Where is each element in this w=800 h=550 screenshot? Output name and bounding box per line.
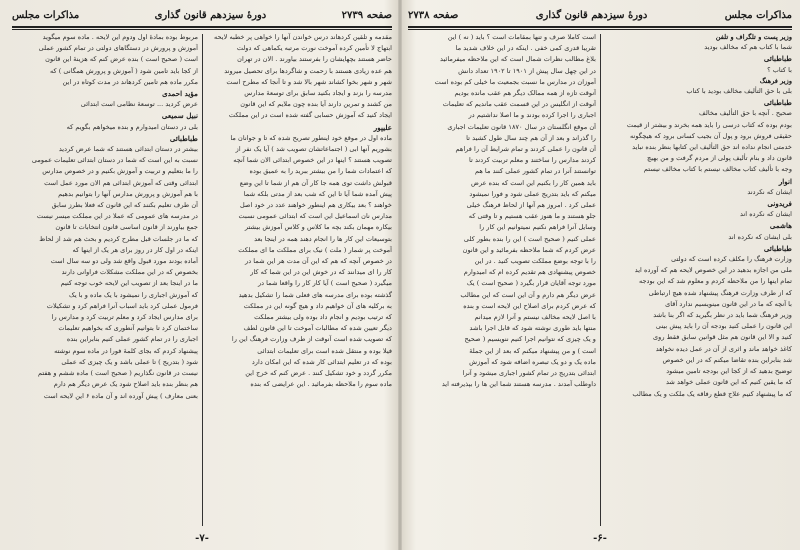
page-gutter	[398, 0, 402, 550]
transcript-line: ملی من اجازه بدهید در این خصوص لایحه هم که آورده اید	[634, 266, 792, 275]
transcript-line: هم بنظر بنده باید اصلاح شود یک عرض دیگر هم دارم	[53, 380, 198, 389]
transcript-line: گذشته بوده برای مدرسه های فعلی شما را تشکیل بدهید	[238, 290, 392, 299]
transcript-line: من کشند و تمرین دارند آیا بنده چون ملایم که این قانون	[240, 100, 392, 109]
transcript-line: کردند مدارس را ساختند و معلم تربیت کردند تا	[469, 156, 596, 165]
right-page-section: مذاکرات مجلس	[724, 9, 792, 21]
transcript-line: عرض کردم که شما ملاحظه بفرمائید و این قانون	[462, 245, 596, 254]
transcript-line: وزیر فرهنگ شما باید در نظر بگیرید که اگر بنا باشد	[653, 311, 792, 320]
transcript-line: حاضر هستند بچهایشان را بفرستند بیاورند . الان در تهران	[237, 55, 392, 64]
transcript-line: خصوص پیشنهادی هم تقدیم کرده ام که امیدوارم	[463, 268, 596, 277]
transcript-line: که ما در جلسات قبل مطرح کردیم و بحث هم شد از لحاظ	[39, 234, 198, 243]
left-page-title: دورهٔ سیزدهم قانون گذاری	[154, 9, 267, 21]
transcript-line: را ما بتعلیم و تربیت و آموزش بکنیم و در خصوص مدارس	[42, 167, 198, 176]
transcript-line: ابتدائی وقتی که آموزش ابتدائی هم الان مورد عمل است	[44, 178, 198, 187]
transcript-line: میکنم که باید بتدریج عملی شود و فورا نمیشود	[469, 189, 596, 198]
right-page-header	[408, 6, 792, 24]
transcript-line: ما در اینجا بعد از تصویب این لایحه خوب توجه کنیم	[60, 279, 198, 288]
transcript-line: کنید و الا این قانون هم مثل قوانین سابق فقط روی	[652, 333, 792, 342]
left-column-divider	[202, 34, 203, 526]
right-page	[404, 0, 796, 550]
transcript-line: عرض کردید ... توسعهٔ نظامی است ابتدائی	[80, 100, 198, 109]
transcript-line: ماده سوم را ملاحظه بفرمائید . این عرایضی که بنده	[250, 380, 392, 389]
transcript-line: از کجا باید تامین شود ( آموزش و پرورش همگانی ) که	[49, 66, 198, 75]
transcript-line: آماده بودند مورد قبول واقع شد ولی دو سه سال است	[50, 257, 198, 266]
transcript-line: برای مدارس ایجاد کرد و معلم تربیت کرد و مدارس را	[51, 313, 198, 322]
transcript-line: شهر و شهر بخوا کشاند شهر بالا شد و تا آنجا که مطرح است	[226, 77, 392, 86]
transcript-line: ماده یک و دو یک تبصره اضافه شود که آموزش	[469, 357, 596, 366]
transcript-line: بوده که در تعلیم ابتدائی کار شده که این امکان دارد	[251, 357, 392, 366]
transcript-line: را گذراند و بعد از آن هم چند سال طول کشید تا	[466, 133, 596, 142]
speaker-title: وزیر فرهنگ	[759, 76, 792, 85]
transcript-line: عملی کرد . امروز هم آنها از لحاظ فرهنگ خیلی	[466, 201, 596, 210]
transcript-line: عرض دیگر هم دارم و آن این است که این مطالب	[460, 290, 596, 299]
transcript-line: بخصوص که در این مملکت مشکلات فراوانی دارند	[61, 268, 198, 277]
transcript-line: بعنی معارف ) پیش آورده اند و آن ماده ۶ این لایحه است	[43, 391, 198, 400]
transcript-line: داوطلب آمدند . مدرسه هستند شما این ها را بپذیرفته اید	[441, 380, 596, 389]
left-page-column-left	[12, 32, 198, 528]
transcript-line: فیلا بوده و منتقل شده است برای تعلیمات ابتدائی	[257, 346, 392, 355]
transcript-line: جمع بیاورند از قانون اساسی قانون انتخابات تا قانون	[55, 223, 198, 232]
transcript-line: وسایل آنرا فراهم نکنیم نمیتوانیم این کار را	[479, 223, 596, 232]
transcript-line: مقدمه و تلقین کردهاند درس خواندن آنها را خواهی پر خطبه لایحه	[213, 33, 392, 41]
transcript-line: که از طرف وزارت فرهنگ پیشنهاد شده هیچ ارتباطی	[648, 288, 792, 297]
left-page-column-right	[206, 32, 392, 528]
transcript-line: با آنچه که ما در این قانون مینویسیم ندارد آقای	[665, 299, 792, 308]
transcript-line: مکرر گردد و خود تشکیل کنند . عرض کنم که خرج این	[245, 369, 392, 378]
transcript-line: بلی با حق التألیف مخالف بودید با کتاب	[686, 87, 792, 96]
transcript-line: که ما پیشنهاد کنیم علاج قطع رفاقه یک ملکت و یک مطالب	[632, 389, 792, 398]
transcript-line: شود ( بتدریج ) تا عملی باشد و یک چیزی که عملی	[61, 357, 198, 366]
transcript-line: اینکه در اول کار در روز برای هر یک از اینها که	[72, 245, 198, 254]
transcript-line: که ما یقین کنیم که این قانون عملی خواهد شد	[665, 378, 792, 387]
transcript-line: توانستند آنرا در تمام کشور عملی کنند ما هم	[474, 167, 596, 176]
transcript-line: ماده اول در موقع خود اینطور تصریح شده که تا و جوانان ما	[230, 133, 392, 142]
speaker-name: طباطبائی	[763, 243, 792, 253]
transcript-line: و یک چیزی که نتوانیم اجرا کنیم ننویسیم ( صحیح	[464, 335, 596, 344]
transcript-line: توضیح بدهید که از کجا این بودجه تامین میشود	[666, 367, 792, 376]
transcript-line: که آموزش اجباری را نمیشود با یک ماده و با یک	[68, 290, 198, 299]
left-page	[8, 0, 396, 550]
transcript-line: کاغذ خواهد ماند و اثری از آن در عمل دیده نخواهد	[655, 344, 792, 353]
transcript-line: قبولش داشت توی همه جا کار آن هم از شما تا این وضع	[239, 178, 392, 187]
transcript-line: دیگر تعیین شده که مطالبات آموخت تا این قانون لطف	[243, 324, 392, 333]
transcript-line: بلاغ مطالب نظرات شمال است که این ملاحظه میفرمائید	[440, 55, 596, 64]
transcript-line: که تصویب شده است آنوقت از طرف وزارت فرهنگ این را	[231, 335, 392, 344]
speaker-name: مؤید احمدی	[162, 89, 198, 99]
transcript-line: آن قانون را عملی کردند و تمام شرایط آن را فراهم	[455, 145, 596, 154]
transcript-line: عملی کنیم ( صحیح است ) این را بنده بطور کلی	[463, 234, 596, 243]
right-page-column-right	[604, 32, 792, 528]
transcript-line: آموزان در مدارس ما نسبت بجمعیت ما خیلی کم بوده است	[434, 77, 596, 86]
transcript-line: آن طرف تعلیم بکنند که این قانون که فعلا بطرز سابق	[51, 201, 198, 210]
transcript-line: خواهند ؟ بعد بیکاری هم اینطور خواهند عدد در خود اصل	[239, 201, 392, 210]
transcript-line: مدارس نان اسماعیل این است که ابتدائی عمومی نسبت	[238, 212, 392, 221]
transcript-line: آموخت پر شمار ( ملت ) نیک برای مملکت ما ای مملکت	[238, 245, 392, 254]
transcript-line: ابتهاج لا تأمین کرده آموخت نورت مرتبه یکماهی که دولت	[236, 44, 392, 53]
transcript-line: بلی ایشان که نکرده اند	[728, 232, 792, 241]
transcript-line: آن موقع انگلستان در سال ۱۸۷۰ قانون تعلیمات اجباری	[447, 122, 596, 131]
transcript-line: که اعتمادات شما را من بیشتر ببرید را به عمیق بوده	[249, 167, 392, 176]
transcript-line: وزارت فرهنگ را مکلف کرده است که دولتی	[671, 255, 792, 264]
transcript-line: آنوقت از انگلیس در این قسمت عقب ماندیم که تعلیمات	[442, 100, 596, 109]
transcript-line: که عرض کردم برای اصلاح این لایحه است و بنده	[463, 301, 596, 310]
transcript-line: ایجاد کنید که آموزش حسابی گفته شده است در این مملکت	[228, 111, 392, 120]
transcript-line: میگیرد ( صحیح است ) آیا کار کار را واقعا شما در	[257, 279, 392, 288]
transcript-line: با هم آموزش و پرورش مدارس آنها را بتوانیم بدهیم	[58, 189, 198, 198]
speaker-name: طباطبائی	[763, 54, 792, 64]
transcript-line: با کتاب ؟	[767, 65, 792, 74]
transcript-line: در خصوص آنچه که هم که این آن مدت هر این شما در	[245, 257, 392, 266]
speaker-title: وزیر پست و تلگراف و تلفن	[715, 33, 792, 41]
transcript-line: نسبت به این است که شما در دستان ابتدائی تعلیمات عمومی	[31, 156, 198, 165]
left-page-footer: -۷-	[195, 533, 209, 544]
left-page-section: مذاکرات مجلس	[12, 9, 80, 21]
transcript-line: بشوریم آنها ابی ( اجتماعاتشان تصویب شد ) آیا یک نفر از	[235, 145, 392, 154]
transcript-line: در این چهل سال پیش از ۱۹۰۱ تا ۱۹۰۲ تعداد دانش	[458, 66, 596, 75]
speaker-name: طباطبائی	[763, 98, 792, 108]
right-header-rule	[408, 26, 792, 30]
right-page-column-left	[408, 32, 596, 528]
transcript-line: حقیقی فروش برود و پول آن بجیب کسانی برود که هیچگونه	[629, 131, 792, 140]
transcript-line: با اصل لایحه مخالف نیستم و آنرا لازم میدانم	[474, 313, 596, 322]
transcript-line: ایشان که نکردند	[747, 187, 792, 196]
transcript-line: مربوط بوده بمادهٔ اول ودوم این لایحه . ماده سوم میگوید	[42, 33, 198, 41]
transcript-line: نیست در قانون نگذاریم ( صحیح است ) ماده ششم و هفتم	[38, 369, 198, 378]
left-header-rule	[12, 26, 392, 30]
transcript-line: اجباری را اجرا کرده بودند و ما اصلا نداشتیم در	[468, 111, 596, 120]
transcript-line: است ( صحیح است ) بنده عرض کنم که هزینهٔ این قانون	[45, 55, 198, 64]
transcript-line: این قانون را عملی کنید بودجه آن را باید پیش بینی	[655, 322, 792, 331]
right-page-number-label: صفحه ۲۷۳۸	[408, 9, 459, 21]
transcript-line: مکرر ماده هم تامین کردهاند در مدت کوتاه در این	[62, 77, 198, 86]
transcript-line: جلو هستند و ما هنوز عقب هستیم و تا وقتی که	[468, 212, 596, 221]
speaker-name: انوار	[778, 176, 792, 186]
transcript-line: کار را ای میدانند که در خوش این در این شما که کار	[250, 268, 392, 277]
transcript-line: در مدرسه های عمومی که عملا در این مملکت میسر نیست	[36, 212, 198, 221]
transcript-line: که ترتیب بودیم و انجام داد بوده ولی بیشتر مملکت	[254, 313, 392, 322]
speaker-name: فریدونی	[767, 199, 792, 209]
transcript-line: ابتدائی بتدریج در تمام کشور اجباری میشود و آنرا	[462, 369, 596, 378]
speaker-name: هاشمی	[769, 221, 792, 231]
transcript-line: تصویب هستند ؟ اینها در این خصوص ابتدائی الان شما آنچه	[233, 156, 392, 165]
transcript-line: مورد توجه آقایان قرار بگیرد ( صحیح است ) یک	[466, 279, 596, 288]
transcript-line: وجه با تألیف کتاب مخالف نیستم با کتاب مخالف نیستم	[643, 165, 792, 174]
transcript-line: هم عده زیادی هستند با زحمت و شاگردها برای تحصیل میروند	[224, 66, 392, 75]
transcript-line: ایشان که نکرده اند	[740, 210, 792, 219]
transcript-line: را با توجه بوضع مملکت تصویب کنید . در این	[474, 257, 596, 266]
left-page-header	[12, 6, 392, 24]
speaker-name: طباطبائی	[169, 133, 198, 143]
transcript-line: آنوقت تازه از همه ممالک دیگر هم عقب مانده بودیم	[454, 89, 596, 98]
transcript-line: بلی در دستان امیدوارم و بنده میخواهم بگویم که	[66, 122, 198, 131]
transcript-line: ساختمان کرد تا بتوانیم آنطوری که بخواهیم تعلیمات	[58, 324, 198, 333]
transcript-line: خدمتی انجام نداده اند حق التألیف این کتابها بنظر بنده نباید	[632, 143, 792, 152]
transcript-line: باید همین کار را بکنیم این است که بنده عرض	[471, 178, 596, 187]
speaker-name: نبیل سمیعی	[161, 111, 198, 121]
transcript-line: فرمول عملی کرد باید اسباب آنرا فراهم کرد و تشکیلات	[46, 301, 198, 310]
transcript-line: شما با کتاب هم که مخالف بودید	[704, 43, 792, 52]
transcript-line: اجباری را در تمام کشور عملی کنیم بنابراین بنده	[66, 335, 198, 344]
speaker-name: علیپور	[373, 122, 392, 132]
transcript-line: بیشتر در دستان ابتدائی هستند که شما عرض کردید	[58, 145, 198, 154]
right-column-divider	[600, 34, 601, 526]
transcript-line: مدرسه را بزند و ایجاد بکنید سابق برای توسعهٔ مدارس	[244, 89, 392, 98]
transcript-line: است کاملا صرف و تنها بمقامات است ؟ باید ( نه ) این	[447, 33, 596, 41]
transcript-line: قانون داد و بنام تألیف پولی از مردم گرفت و من بهیچ	[647, 154, 792, 163]
transcript-line: است ) و من پیشنهاد میکنم که بعد از این جملهٔ	[469, 346, 596, 355]
right-page-footer: -۶-	[593, 533, 607, 544]
transcript-line: بودم بوده که کتاب درسی را باید همه بخرند و بیشتر از قیمت	[626, 120, 792, 129]
transcript-line: تقریبا قدری کمی خفی . اینکه در این خلاف شدید ما	[455, 44, 596, 53]
transcript-line: تمام اینها را من ملاحظه کردم و معلوم شد که این بودجه	[638, 277, 792, 286]
transcript-line: آموزش و پرورش در دستگاهای دولتی در تمام کشور عملی	[38, 44, 198, 53]
transcript-line: بتوسیعات این کار ها را انجام دهند همه در اینجا بعد	[254, 234, 392, 243]
left-page-number-label: صفحه ۲۷۳۹	[341, 9, 392, 21]
transcript-line: منتها باید طوری نوشته شود که قابل اجرا باشد	[469, 324, 596, 333]
transcript-line: بیکاره مهمان بکند بچه ما کلاس و کلاس آموزش بیشتر	[244, 223, 392, 232]
transcript-line: به برکلیه های آن خواهیم داد و هیچ گونه این در مملکت	[243, 301, 392, 310]
transcript-line: صحیح . آنچه با حق التألیف مخالف	[699, 109, 792, 118]
transcript-line: پیشنهاد کردم که بجای کلمهٔ فورا در ماده سوم نوشته	[54, 346, 198, 355]
right-page-title: دورهٔ سیزدهم قانون گذاری	[535, 9, 648, 21]
transcript-line: شد بنابراین بنده تقاضا میکنم که در این خصوص	[662, 355, 792, 364]
transcript-line: پیش آمده شما آیا تا این که شب بعد از مدتی بلکه شما	[243, 189, 392, 198]
